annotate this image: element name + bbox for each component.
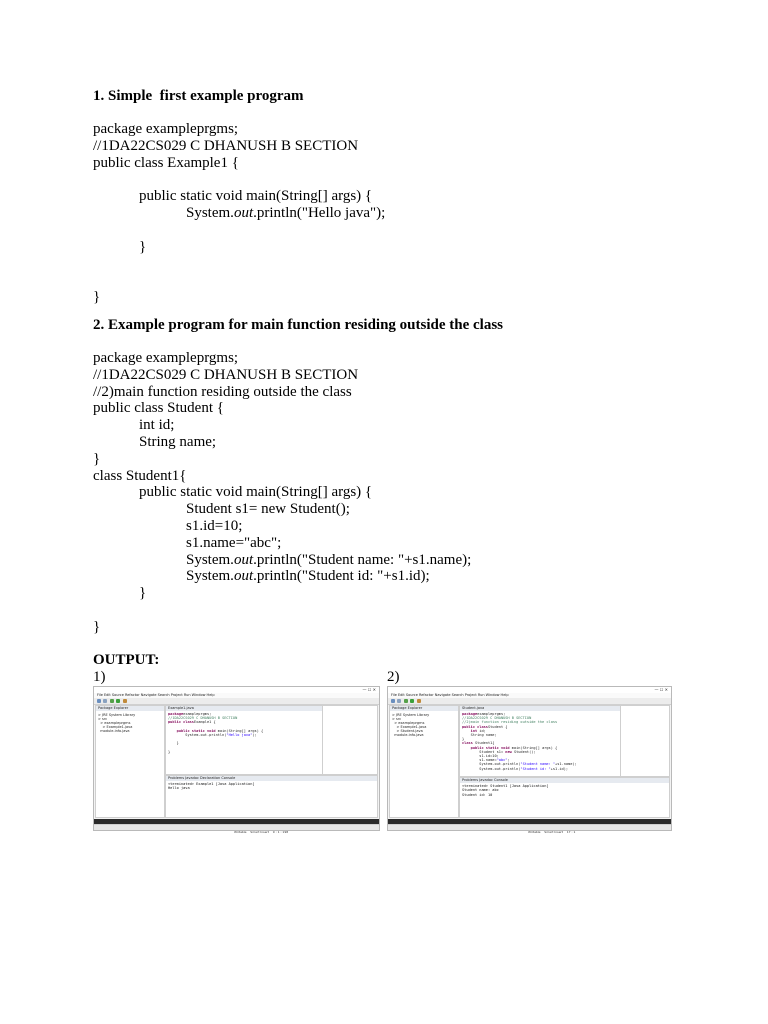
section2-code-line: int id; (139, 417, 175, 434)
section1-code (93, 121, 385, 306)
status-bar (388, 824, 671, 834)
debug-icon (404, 699, 408, 703)
section1-code-line: } (139, 238, 147, 255)
section2-code-line: System.out.println("Student name: "+s1.name); (186, 551, 472, 568)
section2-code-line: s1.id=10; (186, 517, 243, 534)
section2-code-line: Student s1= new Student(); (186, 501, 350, 518)
section2-code-line: public class Student { (93, 400, 224, 417)
status-bar (94, 824, 379, 834)
section2-code-line: package exampleprgms; (93, 350, 239, 366)
save-icon (397, 699, 401, 703)
section1-code-line (93, 272, 385, 289)
new-icon (97, 699, 101, 703)
run-icon (116, 699, 120, 703)
code-editor (459, 705, 623, 777)
section2-code-line: System.out.println("Student id: "+s1.id); (186, 568, 430, 585)
package-explorer (95, 705, 165, 818)
editor-source-line: System.out.println("Student id: "+s1.id); (462, 766, 569, 771)
editor-source-line: packageexampleprgms; (168, 712, 212, 716)
editor-source-line: } (168, 741, 179, 746)
section2-code-line (93, 602, 471, 619)
output-label-1: 1) (93, 669, 106, 685)
menu-bar: File Edit Source Refactor Navigate Search Project Run Window Help (94, 693, 379, 698)
section2-code-line: //2)main function residing outside the class (93, 383, 352, 400)
editor-source-line: String name; (462, 733, 497, 738)
section2-code-line: public static void main(String[] args) { (139, 484, 373, 501)
package-explorer (389, 705, 459, 818)
package-explorer-title: Package Explorer (390, 706, 458, 711)
console-tabs: Problems Javadoc Declaration Console (166, 776, 377, 781)
editor-tab: Example1.java (166, 706, 324, 711)
editor-source-line: public static void main(String[] args) { (462, 745, 558, 750)
section2-code-line: String name; (139, 433, 217, 450)
save-icon (103, 699, 107, 703)
run-icon (410, 699, 414, 703)
package-explorer-title: Package Explorer (96, 706, 164, 711)
output-screenshot-1 (93, 686, 380, 834)
section2-code-line: } (93, 618, 101, 635)
status-text: Writable Smart Insert 17 : 1 (528, 830, 576, 834)
section1-code-line: System.out.println("Hello java"); (186, 204, 386, 221)
section1-code-line: public static void main(String[] args) { (139, 188, 373, 205)
editor-source-line: System.out.println("Hello java"); (168, 733, 257, 738)
toolbar (388, 698, 671, 705)
debug-icon (110, 699, 114, 703)
window-controls-icon: — ☐ ✕ (362, 687, 376, 692)
editor-source-line: } (168, 749, 171, 754)
section1-code-line: package exampleprgms; (93, 121, 239, 137)
console-tabs: Problems Javadoc Console (460, 778, 669, 783)
editor-source-line: //1DA22CS029 C DHANUSH B SECTION (462, 716, 532, 721)
section1-code-line (93, 222, 385, 239)
section2-code-line: class Student1{ (93, 467, 187, 484)
editor-source-line: //2)main function residing outside the class (462, 720, 558, 725)
editor-source-line: packageexampleprgms; (462, 712, 506, 716)
editor-source-line: s1.id=10; (462, 754, 499, 759)
menu-bar: File Edit Source Refactor Navigate Search Project Run Window Help (388, 693, 671, 698)
section2-code-line: s1.name="abc"; (186, 534, 282, 551)
editor-source-line: //1DA22CS029 C DHANUSH B SECTION (168, 716, 238, 721)
search-icon (417, 699, 421, 703)
toolbar (94, 698, 379, 705)
section1-code-line: public class Example1 { (93, 154, 239, 171)
output-heading: OUTPUT: (93, 652, 160, 668)
package-tree: > JRE System Library > src > exampleprgms > Example1.java module-info.java (98, 713, 136, 733)
console-pane (165, 775, 378, 818)
output-label-2: 2) (387, 669, 400, 685)
editor-source-line: int id; (462, 728, 486, 733)
console-output: <terminated> Example1 [Java Application] Hello java (168, 782, 255, 791)
editor-source-line: public static void main(String[] args) { (168, 728, 264, 733)
section1-code-line (93, 255, 385, 272)
section1-heading: 1. Simple first example program (93, 88, 304, 104)
editor-tab: Student.java (460, 706, 622, 711)
section1-code-line (93, 171, 385, 188)
package-tree: > JRE System Library > src > exampleprgms > Example1.java > Student.java module-info.java (392, 713, 430, 737)
section1-code-line: //1DA22CS029 C DHANUSH B SECTION (93, 137, 359, 154)
section2-code (93, 350, 471, 636)
section2-code-line: //1DA22CS029 C DHANUSH B SECTION (93, 366, 359, 383)
editor-source-line: public classStudent { (462, 724, 508, 729)
search-icon (123, 699, 127, 703)
editor-source-line: System.out.println("Student name: "+s1.name); (462, 762, 577, 767)
outline-pane (322, 705, 378, 775)
editor-source-line: public classExample1 { (168, 720, 216, 725)
window-controls-icon: — ☐ ✕ (654, 687, 668, 692)
code-editor (165, 705, 325, 775)
output-screenshot-2 (387, 686, 672, 834)
editor-source-line: class Student1{ (462, 741, 495, 746)
editor-source-line: s1.name="abc"; (462, 758, 510, 763)
console-output: <terminated> Student1 [Java Application] Student name: abc Student id: 10 (462, 784, 549, 797)
editor-source-line: Student s1= new Student(); (462, 749, 536, 754)
section2-code-line: } (139, 585, 147, 602)
new-icon (391, 699, 395, 703)
console-pane (459, 777, 670, 818)
section1-code-line: } (93, 288, 101, 305)
status-text: Writable Smart Insert 9 : 1 : 198 (234, 830, 289, 834)
outline-pane (620, 705, 670, 777)
section2-heading: 2. Example program for main function residing outside the class (93, 317, 504, 333)
editor-source-line: } (462, 737, 465, 742)
section2-code-line: } (93, 450, 101, 467)
editor-source (168, 712, 263, 754)
editor-source (462, 712, 577, 771)
